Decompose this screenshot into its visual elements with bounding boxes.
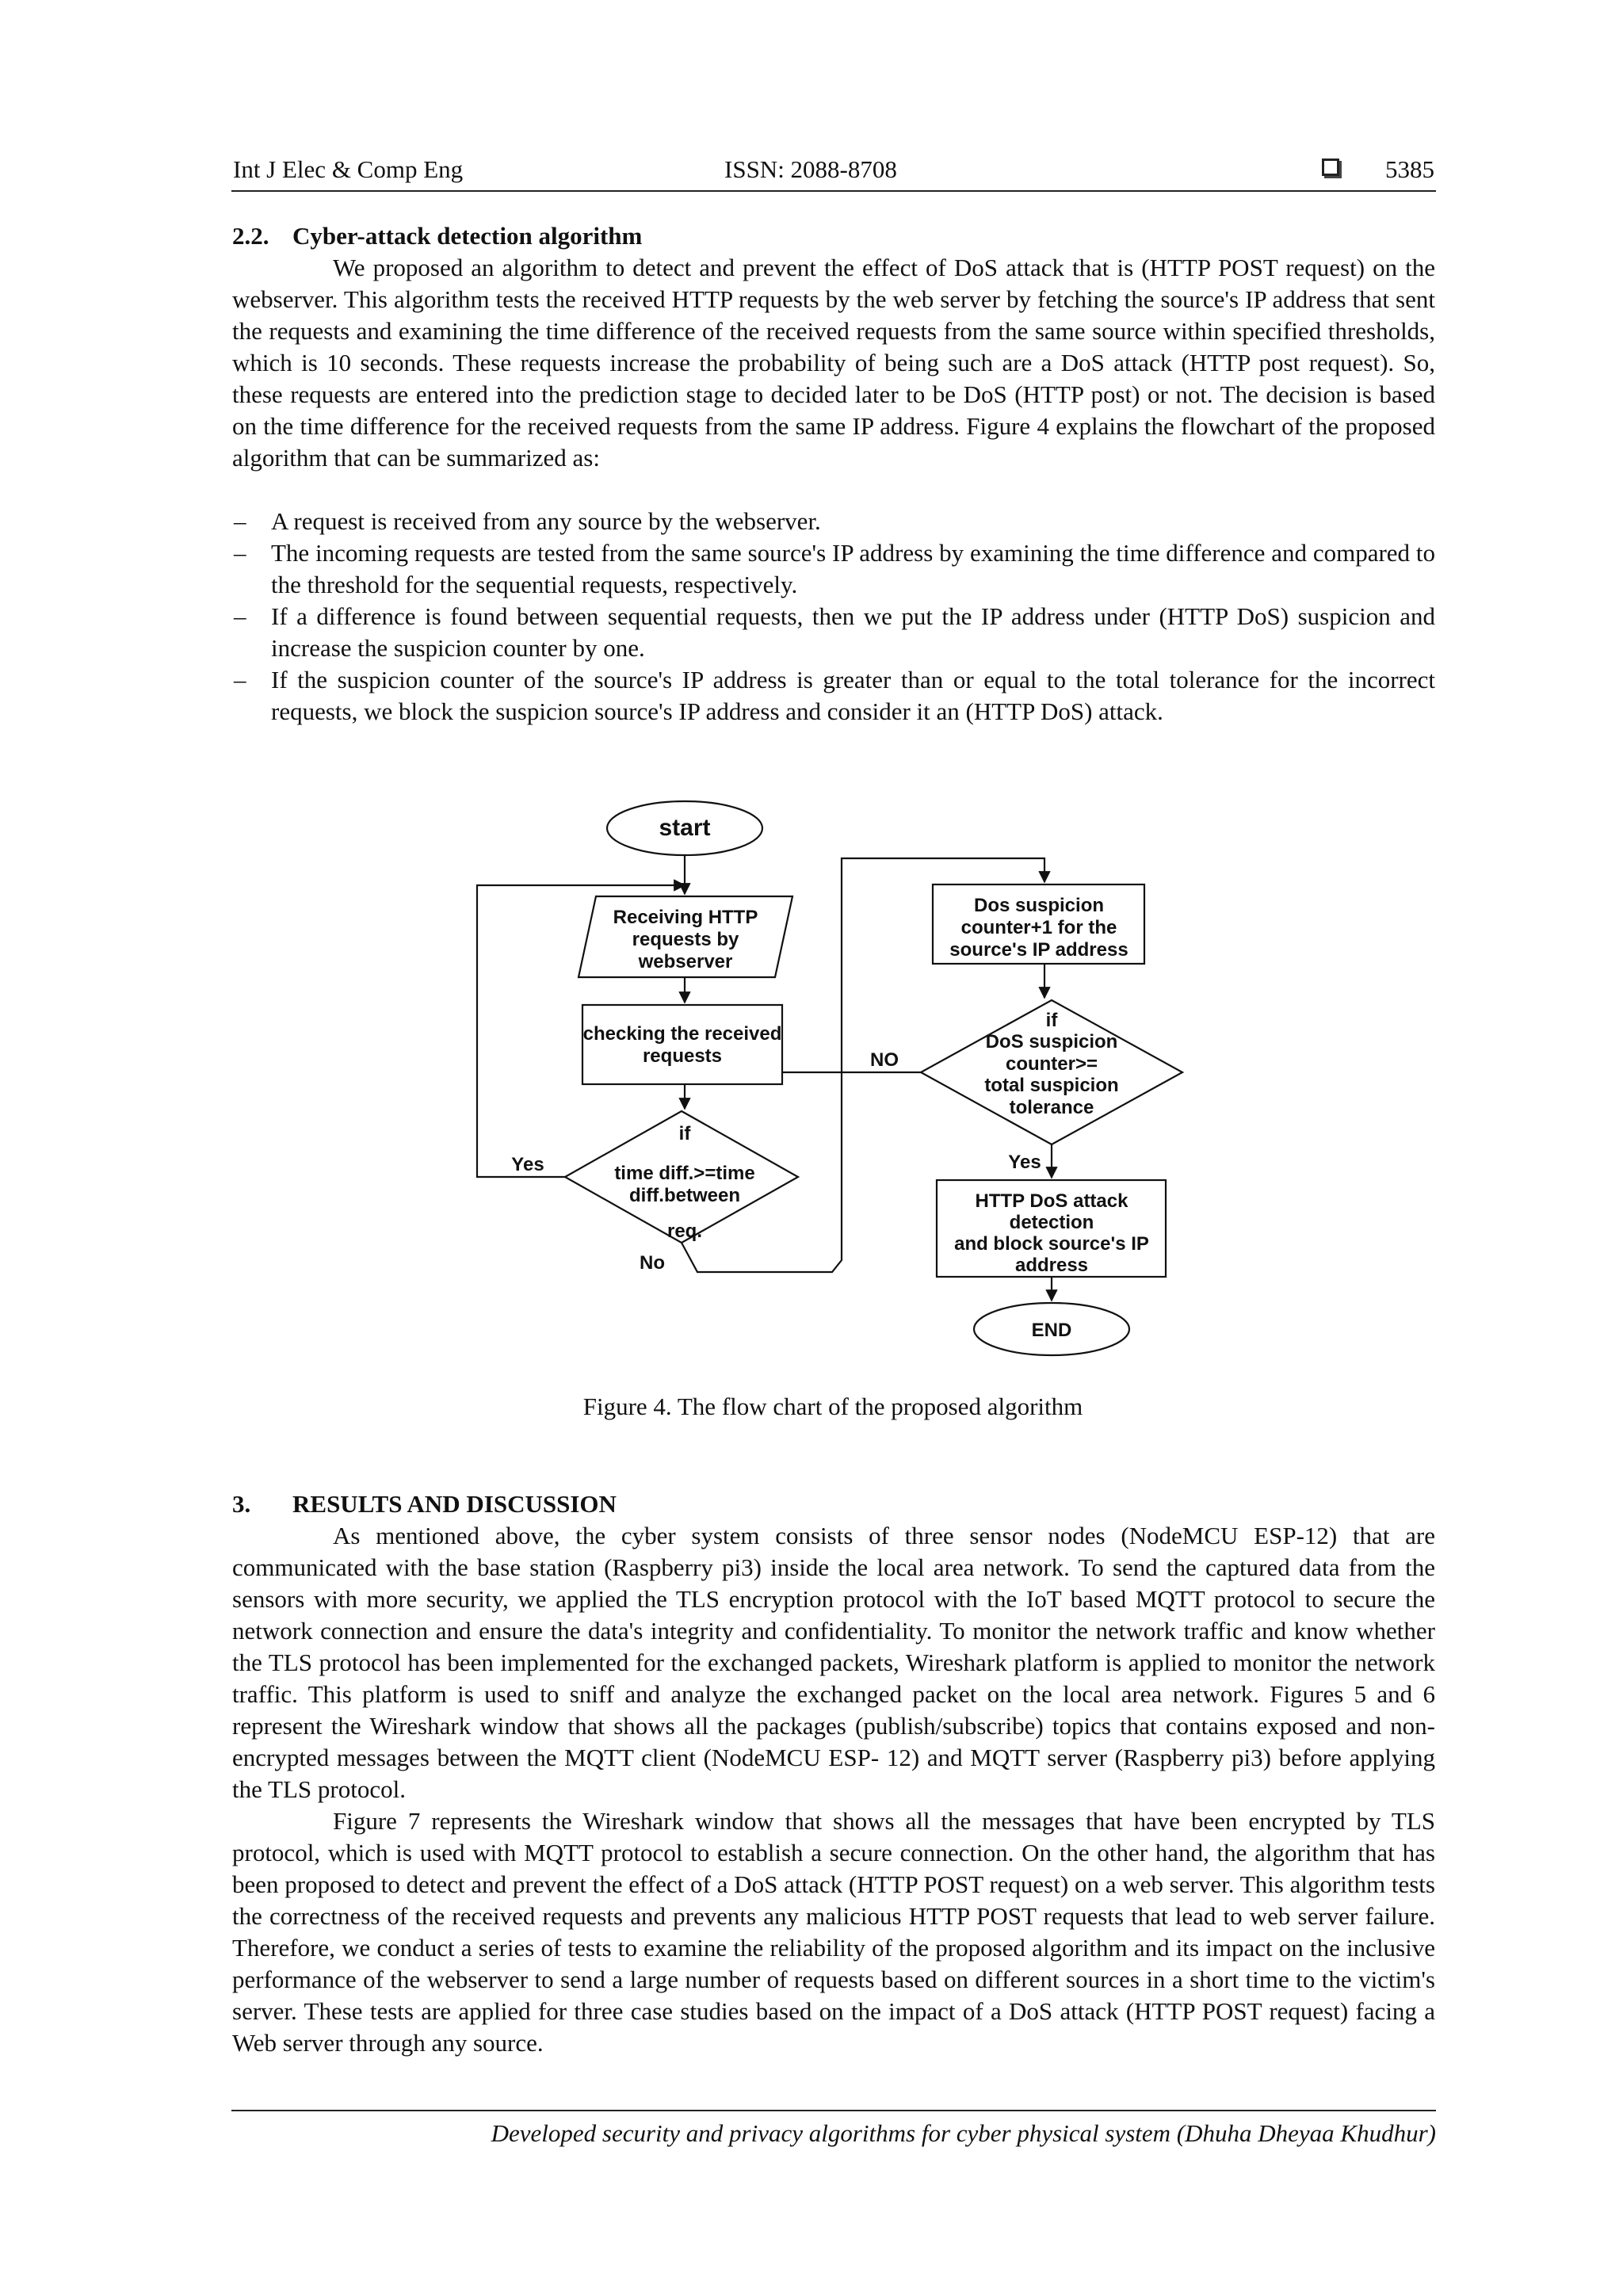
body-paragraph: Figure 7 represents the Wireshark window that shows all the messages that have been encrypted by TLS protocol, which is used with MQTT protocol to establish a secure connection. On the other hand, the algorithm that has been proposed to detect and prevent the effect of a DoS attack (HTTP POST request) on a web server. This algorithm tests the correctness of the received requests and prevents any malicious HTTP POST requests that lead to web server failure. Therefore, we conduct a series of tests to examine the reliability of the proposed algorithm and its impact on the inclusive performance of the webserver to send a large number of requests based on different sources in a short time to the victim's server. These tests are applied for three case studies based on the impact of a DoS attack (HTTP POST request) facing a Web server through any source. — [232, 1807, 1435, 2057]
section-number: 3. — [232, 1490, 251, 1518]
bullet-text: A request is received from any source by the webserver. — [271, 507, 821, 535]
decision2-line-2: DoS suspicion — [985, 1031, 1118, 1052]
section-3 — [232, 1488, 1435, 2059]
detect-line-3: and block source's IP — [954, 1233, 1149, 1255]
detect-line-1: HTTP DoS attack — [975, 1190, 1128, 1212]
bullet-text: If a difference is found between sequential requests, then we put the IP address under (HTTP DoS) suspicion and increase the suspicion counter by one. — [271, 602, 1435, 662]
counter-line-3: source's IP address — [949, 939, 1128, 961]
receive-line-3: webserver — [638, 951, 733, 972]
check-process-box — [582, 1005, 782, 1084]
check-line-1: checking the received — [582, 1023, 782, 1045]
body-paragraph: We proposed an algorithm to detect and prevent the effect of DoS attack that is (HTTP POST request) on the webserver. This algorithm tests the received HTTP requests by the web server by fetching the source's IP address that sent the requests and examining the time difference of the received requests from the same source within specified thresholds, which is 10 seconds. These requests increase the probability of being such are a DoS attack (HTTP post request). So, these requests are entered into the prediction stage to decided later to be DoS (HTTP post) or not. The decision is based on the time difference for the received requests from the same IP address. Figure 4 explains the flowchart of the proposed algorithm that can be summarized as: — [232, 254, 1435, 472]
bullet-text: The incoming requests are tested from the same source's IP address by examining the time difference and compared to the threshold for the sequential requests, respectively. — [271, 539, 1435, 598]
decision2-line-5: tolerance — [1009, 1097, 1094, 1118]
detect-line-2: detection — [1009, 1212, 1094, 1233]
section-title: Cyber-attack detection algorithm — [292, 222, 643, 250]
decision1-line-2: time diff.>=time — [614, 1163, 755, 1184]
decision1-line-4: req. — [666, 1221, 703, 1242]
page-number: 5385 — [1385, 155, 1434, 183]
detect-line-4: address — [1014, 1255, 1089, 1276]
decision2-line-1: if — [1045, 1010, 1058, 1031]
start-label: start — [659, 815, 711, 841]
yes2-label: Yes — [1008, 1152, 1041, 1173]
counter-line-1: Dos suspicion — [973, 895, 1105, 916]
journal-name: Int J Elec & Comp Eng — [233, 155, 464, 183]
section-number: 2.2. — [232, 222, 269, 250]
body-paragraph: As mentioned above, the cyber system consists of three sensor nodes (NodeMCU ESP-12) that are communicated with the base station (Raspberry pi3) inside the local area network. To send the captured data from the sensors with more security, we applied the TLS encryption protocol with the IoT based MQTT protocol to secure the network connection and ensure the data's integrity and confidentiality. To monitor the network traffic and know whether the TLS protocol has been implemented for the exchanged packets, Wireshark platform is applied to monitor the network traffic. This platform is used to sniff and analyze the exchanged packet on the local area network. Figures 5 and 6 represent the Wireshark window that shows all the packages (publish/subscribe) topics that contains exposed and non-encrypted messages between the MQTT client (NodeMCU ESP- 12) and MQTT server (Raspberry pi3) before applying the TLS protocol. — [232, 1522, 1435, 1803]
decision1-line-1: if — [678, 1123, 691, 1144]
list-item: – If a difference is found between sequential requests, then we put the IP address under (HTTP DoS) suspicion and increase the suspicion counter by one. — [234, 602, 1435, 662]
list-item: – If the suspicion counter of the source's IP address is greater than or equal to the total tolerance for the incorrect requests, we block the suspicion source's IP address and consider it an (HTTP DoS) attack. — [234, 666, 1435, 725]
running-footer: Developed security and privacy algorithms for cyber physical system (Dhuha Dheyaa Khudhur) — [231, 2110, 1436, 2148]
receive-line-2: requests by — [632, 929, 739, 950]
decision1-line-3: diff.between — [628, 1185, 741, 1206]
decision2-line-3: counter>= — [1005, 1053, 1098, 1075]
counter-line-2: counter+1 for the — [960, 917, 1117, 938]
check-line-2: requests — [642, 1045, 723, 1067]
bullet-text: If the suspicion counter of the source's IP address is greater than or equal to the total tolerance for the incorrect requests, we block the suspicion source's IP address and consider it an (HTTP DoS) attack. — [271, 666, 1435, 725]
section-title: RESULTS AND DISCUSSION — [292, 1490, 617, 1518]
receive-line-1: Receiving HTTP — [613, 907, 758, 928]
no1-label: No — [640, 1252, 665, 1274]
section-heading — [232, 1488, 1435, 1520]
issn: ISSN: 2088-8708 — [724, 155, 897, 183]
decision2-line-4: total suspicion — [984, 1075, 1119, 1096]
yes1-label: Yes — [511, 1154, 544, 1175]
list-item: – The incoming requests are tested from the same source's IP address by examining the time difference and compared to the threshold for the sequential requests, respectively. — [234, 539, 1435, 598]
figure-caption: Figure 4. The flow chart of the proposed algorithm — [582, 1392, 1083, 1420]
no2-label: NO — [870, 1049, 899, 1071]
list-item: – A request is received from any source by the webserver. — [234, 507, 821, 535]
end-label: END — [1031, 1320, 1072, 1341]
